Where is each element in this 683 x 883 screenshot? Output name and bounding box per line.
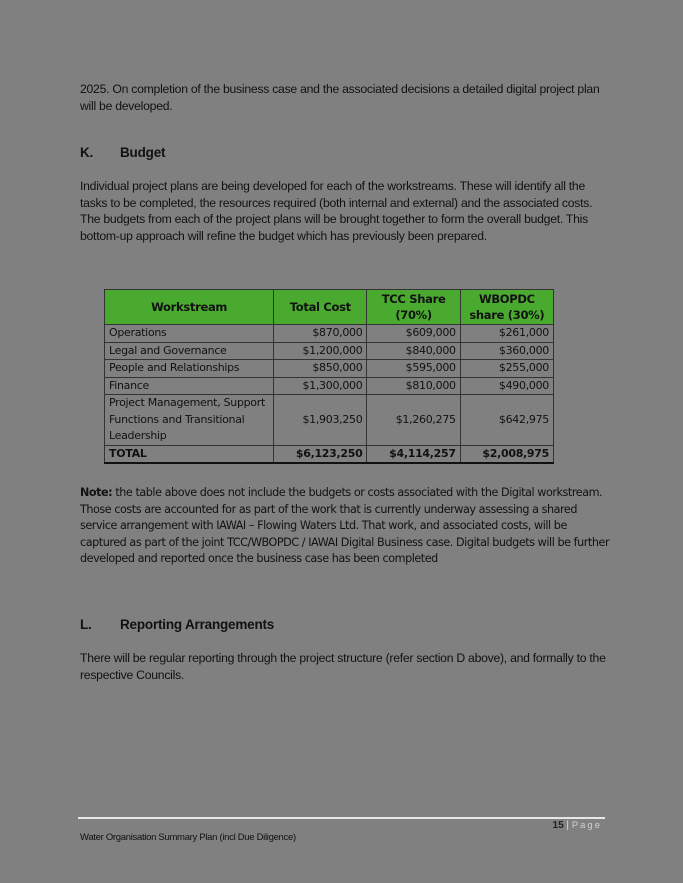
workstream-cell: People and Relationships xyxy=(105,360,274,378)
note-label: Note: xyxy=(80,486,113,499)
wbopdc-share-cell: $261,000 xyxy=(460,325,553,343)
total-cost-cell: $1,903,250 xyxy=(274,395,367,446)
tcc-share-sum-cell: $4,114,257 xyxy=(367,445,460,463)
total-cost-cell: $870,000 xyxy=(274,325,367,343)
reporting-paragraph: There will be regular reporting through the project structure (refer section D above), and formally to the respective Councils. xyxy=(80,651,606,682)
workstream-cell: Project Management, Support Functions and Transitional Leadership xyxy=(105,395,274,446)
budget-note xyxy=(80,485,610,568)
tcc-share-cell: $810,000 xyxy=(367,377,460,395)
budget-paragraph: Individual project plans are being developed for each of the workstreams. These will identify all the tasks to be completed, the resources required (both internal and external) and the associated costs. The budgets from each of the project plans will be brought together to form the overall budget. This bottom-up approach will refine the budget which has previously been prepared. xyxy=(80,179,593,243)
page-separator: | xyxy=(566,820,570,831)
section-k-number: K. xyxy=(80,145,94,160)
section-l-title: Reporting Arrangements xyxy=(120,617,275,632)
header-wbopdc-share: WBOPDC share (30%) xyxy=(460,290,553,325)
total-cost-cell: $850,000 xyxy=(274,360,367,378)
total-cost-cell: $1,200,000 xyxy=(274,342,367,360)
table-total-row xyxy=(105,445,554,463)
tcc-share-cell: $1,260,275 xyxy=(367,395,460,446)
page-number-value: 15 xyxy=(552,820,564,831)
table-row xyxy=(105,360,554,378)
table-row xyxy=(105,342,554,360)
tcc-share-cell: $840,000 xyxy=(367,342,460,360)
wbopdc-share-cell: $360,000 xyxy=(460,342,553,360)
wbopdc-share-sum-cell: $2,008,975 xyxy=(460,445,553,463)
total-label-cell: TOTAL xyxy=(105,445,274,463)
table-row xyxy=(105,325,554,343)
workstream-cell: Legal and Governance xyxy=(105,342,274,360)
header-total-cost: Total Cost xyxy=(274,290,367,325)
tcc-share-cell: $595,000 xyxy=(367,360,460,378)
section-k-title: Budget xyxy=(120,145,166,160)
section-k-heading xyxy=(80,145,165,160)
section-l-heading xyxy=(80,617,274,632)
total-cost-cell: $1,300,000 xyxy=(274,377,367,395)
footer-document-title: Water Organisation Summary Plan (incl Due Diligence) xyxy=(80,832,296,843)
workstream-cell: Finance xyxy=(105,377,274,395)
wbopdc-share-cell: $490,000 xyxy=(460,377,553,395)
wbopdc-share-cell: $642,975 xyxy=(460,395,553,446)
budget-table xyxy=(104,289,554,464)
page-number xyxy=(553,820,602,831)
wbopdc-share-cell: $255,000 xyxy=(460,360,553,378)
table-row xyxy=(105,395,554,446)
intro-paragraph: 2025. On completion of the business case and the associated decisions a detailed digital project plan will be developed. xyxy=(80,82,600,113)
header-tcc-share: TCC Share (70%) xyxy=(367,290,460,325)
section-l-number: L. xyxy=(80,617,92,632)
table-header-row xyxy=(105,290,554,325)
workstream-cell: Operations xyxy=(105,325,274,343)
total-cost-sum-cell: $6,123,250 xyxy=(274,445,367,463)
tcc-share-cell: $609,000 xyxy=(367,325,460,343)
page-word: Page xyxy=(571,820,602,831)
note-text: the table above does not include the budgets or costs associated with the Digital workstream. Those costs are accounted for as part of the work that is currently underway assessing a shared service arrangement with IAWAI – Flowing Waters Ltd. That work, and associated costs, will be captured as part of the joint TCC/WBOPDC / IAWAI Digital Business case. Digital budgets will be further developed and reported once the business case has been completed xyxy=(80,486,610,566)
header-workstream: Workstream xyxy=(105,290,274,325)
table-row xyxy=(105,377,554,395)
footer-divider xyxy=(78,817,605,819)
